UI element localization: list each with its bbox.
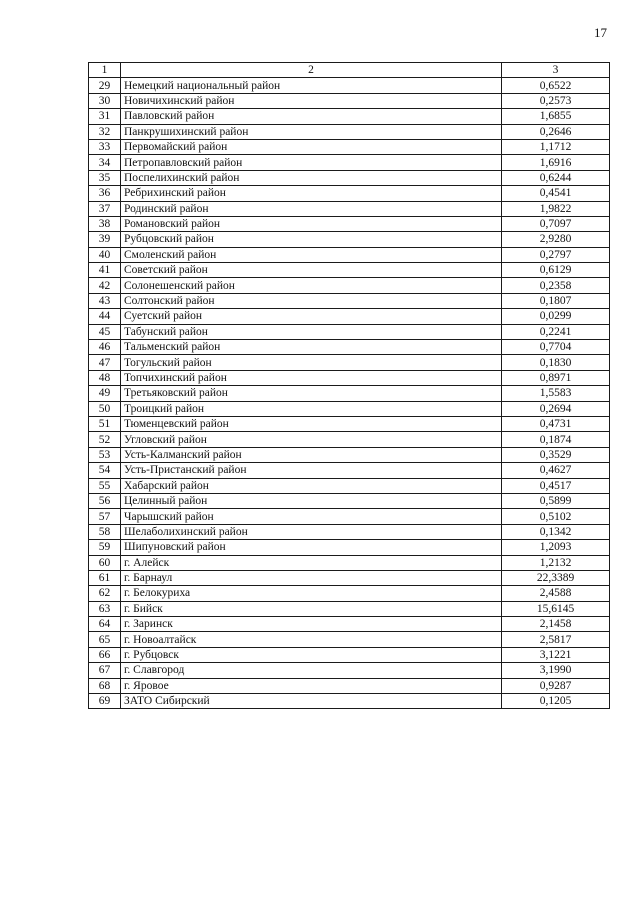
district-name-cell: Немецкий национальный район [121, 78, 502, 93]
row-number-cell: 53 [89, 447, 121, 462]
table-row [89, 493, 610, 508]
table-row [89, 370, 610, 385]
row-number-cell: 43 [89, 293, 121, 308]
district-name-cell: Усть-Калманский район [121, 447, 502, 462]
row-number-cell: 52 [89, 432, 121, 447]
coefficient-value-cell: 0,4731 [502, 416, 610, 431]
row-number-cell: 54 [89, 463, 121, 478]
table-row [89, 340, 610, 355]
table-row [89, 293, 610, 308]
district-name-cell: г. Бийск [121, 601, 502, 616]
row-number-cell: 57 [89, 509, 121, 524]
coefficient-value-cell: 1,2093 [502, 540, 610, 555]
coefficient-value-cell: 0,7704 [502, 340, 610, 355]
row-number-cell: 32 [89, 124, 121, 139]
table-row [89, 186, 610, 201]
table-row [89, 478, 610, 493]
table-row [89, 170, 610, 185]
coefficient-value-cell: 3,1990 [502, 663, 610, 678]
district-name-cell: Романовский район [121, 216, 502, 231]
district-name-cell: Шипуновский район [121, 540, 502, 555]
district-name-cell: г. Новоалтайск [121, 632, 502, 647]
table-row [89, 586, 610, 601]
table-row [89, 355, 610, 370]
row-number-cell: 51 [89, 416, 121, 431]
table-row [89, 617, 610, 632]
coefficient-value-cell: 1,2132 [502, 555, 610, 570]
district-name-cell: г. Заринск [121, 617, 502, 632]
coefficient-value-cell: 0,3529 [502, 447, 610, 462]
table-row [89, 278, 610, 293]
district-name-cell: Поспелихинский район [121, 170, 502, 185]
row-number-cell: 31 [89, 109, 121, 124]
row-number-cell: 59 [89, 540, 121, 555]
row-number-cell: 46 [89, 340, 121, 355]
district-name-cell: Павловский район [121, 109, 502, 124]
table-row [89, 386, 610, 401]
district-name-cell: Троицкий район [121, 401, 502, 416]
row-number-cell: 49 [89, 386, 121, 401]
coefficient-value-cell: 1,1712 [502, 139, 610, 154]
row-number-cell: 45 [89, 324, 121, 339]
district-name-cell: Табунский район [121, 324, 502, 339]
district-name-cell: Солонешенский район [121, 278, 502, 293]
table-row [89, 663, 610, 678]
coefficient-value-cell: 0,5102 [502, 509, 610, 524]
district-name-cell: Чарышский район [121, 509, 502, 524]
row-number-cell: 30 [89, 93, 121, 108]
coefficient-value-cell: 0,9287 [502, 678, 610, 693]
row-number-cell: 37 [89, 201, 121, 216]
data-table [88, 62, 610, 709]
table-row [89, 432, 610, 447]
district-name-cell: Хабарский район [121, 478, 502, 493]
table-row [89, 247, 610, 262]
row-number-cell: 61 [89, 570, 121, 585]
table-row [89, 447, 610, 462]
coefficient-value-cell: 0,1830 [502, 355, 610, 370]
row-number-cell: 60 [89, 555, 121, 570]
table-row [89, 309, 610, 324]
coefficient-value-cell: 0,4541 [502, 186, 610, 201]
district-name-cell: г. Белокуриха [121, 586, 502, 601]
row-number-cell: 38 [89, 216, 121, 231]
table-row [89, 263, 610, 278]
table-row [89, 232, 610, 247]
table-row [89, 509, 610, 524]
coefficient-value-cell: 0,4627 [502, 463, 610, 478]
coefficient-value-cell: 0,1807 [502, 293, 610, 308]
row-number-cell: 36 [89, 186, 121, 201]
table-row [89, 109, 610, 124]
table-row [89, 78, 610, 93]
district-name-cell: Третьяковский район [121, 386, 502, 401]
table-body [89, 78, 610, 709]
district-name-cell: Родинский район [121, 201, 502, 216]
district-name-cell: Усть-Пристанский район [121, 463, 502, 478]
district-name-cell: г. Яровое [121, 678, 502, 693]
coefficient-value-cell: 0,2646 [502, 124, 610, 139]
coefficient-value-cell: 2,9280 [502, 232, 610, 247]
district-name-cell: Суетский район [121, 309, 502, 324]
district-name-cell: Тюменцевский район [121, 416, 502, 431]
table-row [89, 632, 610, 647]
row-number-cell: 65 [89, 632, 121, 647]
district-name-cell: г. Барнаул [121, 570, 502, 585]
table-row [89, 201, 610, 216]
coefficient-value-cell: 0,6129 [502, 263, 610, 278]
page-number: 17 [594, 25, 607, 40]
table-row [89, 416, 610, 431]
district-name-cell: Солтонский район [121, 293, 502, 308]
coefficient-value-cell: 2,5817 [502, 632, 610, 647]
table-header-row [89, 63, 610, 78]
table-row [89, 124, 610, 139]
coefficient-value-cell: 0,6244 [502, 170, 610, 185]
coefficient-value-cell: 22,3389 [502, 570, 610, 585]
table-row [89, 155, 610, 170]
row-number-cell: 58 [89, 524, 121, 539]
row-number-cell: 42 [89, 278, 121, 293]
district-name-cell: Ребрихинский район [121, 186, 502, 201]
table-row [89, 401, 610, 416]
coefficient-value-cell: 0,1205 [502, 694, 610, 709]
district-name-cell: Тальменский район [121, 340, 502, 355]
row-number-cell: 50 [89, 401, 121, 416]
district-name-cell: Угловский район [121, 432, 502, 447]
coefficient-value-cell: 0,6522 [502, 78, 610, 93]
coefficient-value-cell: 0,2573 [502, 93, 610, 108]
table-row [89, 570, 610, 585]
district-name-cell: г. Алейск [121, 555, 502, 570]
district-name-cell: Целинный район [121, 493, 502, 508]
district-name-cell: Первомайский район [121, 139, 502, 154]
coefficient-value-cell: 3,1221 [502, 647, 610, 662]
row-number-cell: 55 [89, 478, 121, 493]
district-name-cell: г. Славгород [121, 663, 502, 678]
coefficient-value-cell: 0,4517 [502, 478, 610, 493]
row-number-cell: 68 [89, 678, 121, 693]
coefficient-value-cell: 0,2358 [502, 278, 610, 293]
row-number-cell: 29 [89, 78, 121, 93]
district-name-cell: Панкрушихинский район [121, 124, 502, 139]
table-row [89, 463, 610, 478]
row-number-cell: 39 [89, 232, 121, 247]
row-number-cell: 63 [89, 601, 121, 616]
column-header-number: 1 [89, 63, 121, 78]
table-row [89, 93, 610, 108]
district-name-cell: г. Рубцовск [121, 647, 502, 662]
coefficient-value-cell: 0,2694 [502, 401, 610, 416]
table-row [89, 324, 610, 339]
row-number-cell: 44 [89, 309, 121, 324]
district-name-cell: Топчихинский район [121, 370, 502, 385]
coefficient-value-cell: 1,5583 [502, 386, 610, 401]
district-name-cell: Рубцовский район [121, 232, 502, 247]
coefficient-value-cell: 2,4588 [502, 586, 610, 601]
coefficient-value-cell: 2,1458 [502, 617, 610, 632]
district-name-cell: Петропавловский район [121, 155, 502, 170]
coefficient-value-cell: 0,0299 [502, 309, 610, 324]
coefficient-value-cell: 0,8971 [502, 370, 610, 385]
coefficient-value-cell: 1,6916 [502, 155, 610, 170]
row-number-cell: 66 [89, 647, 121, 662]
table-row [89, 694, 610, 709]
row-number-cell: 47 [89, 355, 121, 370]
row-number-cell: 48 [89, 370, 121, 385]
table-row [89, 678, 610, 693]
table-row [89, 524, 610, 539]
district-name-cell: Новичихинский район [121, 93, 502, 108]
table-row [89, 647, 610, 662]
column-header-name: 2 [121, 63, 502, 78]
table-row [89, 555, 610, 570]
table-row [89, 139, 610, 154]
district-name-cell: ЗАТО Сибирский [121, 694, 502, 709]
row-number-cell: 69 [89, 694, 121, 709]
coefficient-value-cell: 0,1342 [502, 524, 610, 539]
row-number-cell: 64 [89, 617, 121, 632]
coefficient-value-cell: 0,2797 [502, 247, 610, 262]
district-name-cell: Советский район [121, 263, 502, 278]
row-number-cell: 40 [89, 247, 121, 262]
row-number-cell: 33 [89, 139, 121, 154]
coefficient-value-cell: 0,2241 [502, 324, 610, 339]
district-name-cell: Смоленский район [121, 247, 502, 262]
row-number-cell: 34 [89, 155, 121, 170]
coefficient-value-cell: 0,7097 [502, 216, 610, 231]
column-header-value: 3 [502, 63, 610, 78]
row-number-cell: 56 [89, 493, 121, 508]
district-name-cell: Шелаболихинский район [121, 524, 502, 539]
row-number-cell: 67 [89, 663, 121, 678]
table-row [89, 216, 610, 231]
table-row [89, 601, 610, 616]
coefficient-value-cell: 15,6145 [502, 601, 610, 616]
coefficient-value-cell: 1,6855 [502, 109, 610, 124]
district-name-cell: Тогульский район [121, 355, 502, 370]
coefficient-value-cell: 0,5899 [502, 493, 610, 508]
row-number-cell: 41 [89, 263, 121, 278]
row-number-cell: 35 [89, 170, 121, 185]
table-row [89, 540, 610, 555]
coefficient-value-cell: 0,1874 [502, 432, 610, 447]
row-number-cell: 62 [89, 586, 121, 601]
coefficient-value-cell: 1,9822 [502, 201, 610, 216]
